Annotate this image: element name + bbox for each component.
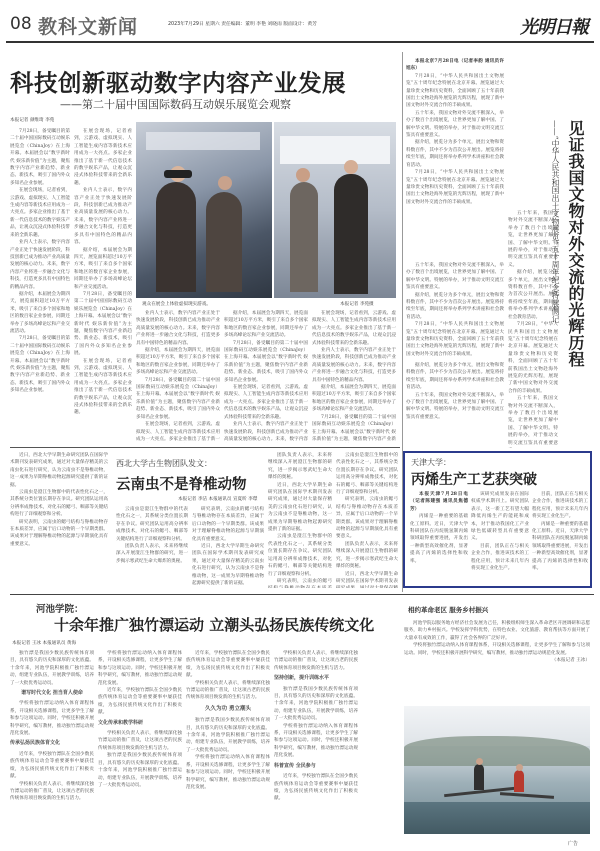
article5-sub4: 久久为功 勇立潮头 <box>205 705 251 712</box>
article1-photo-credit: 本报记者 李苑摄 <box>340 302 374 307</box>
article3-headline: 见证我国文物对外交流的光辉历程 <box>566 120 585 368</box>
article1-col5: 在展会现场，记者看到，云游戏、虚拟现实、人工智能生成内容等新技术应用成为一大亮点。多家企业推出了基于新一代信息技术的数字娱乐产品，让观众沉浸式体验科技带来的全新乐趣。 业内人士表示，数字内容产业正处于快速发展阶段，科技创新已成为推动产业高质量发展的核心动力。未来，数字内容产业将进一步融合文化与科技，打造更多具有中国特色的精品内容。 据介绍，本届展会为期四天，展览面积超过10万平方米，吸引了来自多个国家和地区的数百家企业参展，同期还举办了多场高峰论坛和产业交流活动。 7月28日，备受瞩目的第二十届中国国际数码互动娱乐展览会（ChinaJoy）在上海开幕。本届展会以“数字新时代 娱乐新价值”为主题，聚焦数字内容产业新 <box>312 311 396 442</box>
article1-photo-booth <box>274 122 396 298</box>
article5-sub2: 传承弘扬民族体育文化 <box>10 740 61 747</box>
article2-col2: 云南虫是澄江生物群中的代表性化石之一，其系统分类位置长期存在争议。研究团队运用高分辨率成像技术，对化石的鳃弓、咽部等关键结构进行了详细观察和分析。 团队负责人表示，未来将继续深入开展澄江生物群的研究，进一步揭示寒武纪生命大爆炸的奥秘。 <box>116 507 188 564</box>
page-number: 08 <box>10 14 32 34</box>
article2-byline: 本报记者 李洁 本报通讯员 宣夏昕 李璟 <box>178 497 258 502</box>
article5-col3: 近年来，学校独竹漂队在全国少数民族传统体育运动会等重要赛事中屡获佳绩，为弘扬民族传统文化作出了积极贡献。 学校相关负责人表示，将继续深化独竹漂运动的推广普及，让这项古老的民族传统体育项目焕发新的生机与活力。 久久为功 勇立潮头 独竹漂是我国少数民族传统体育项目，具有悠久的历史和深厚的文化底蕴。十余年来，河池学院积极推广独竹漂运动，组建专业队伍，开展教学训练，培养了一大批优秀运动员。 学校将独竹漂运动纳入体育课程体系，开设相关选修课程，让更多学生了解和参与这项运动。同时，学校还积极开展科学研究，编写教材，推动独竹漂运动规范化发展。 <box>186 651 270 790</box>
article3-col1: 本报北京7月28日电（记者李韵 通讯员许旭东） 7月28日，“中华人民共和国出土文物展览”五十周年纪念特展在北京开幕。展览通过大量珍贵文物和历史资料，全面回顾了五十年前我国出土文物赴海外展览的光辉历程，展现了新中国文物对外交流合作的丰硕成果。 五十年来，我国文物对外交流不断深入，举办了数百个出境展览，让世界更加了解中国、了解中华文明。特展的举办，对于推动文明交流互鉴具有重要意义。 据介绍，展览分为多个单元，展出文物和资料数百件，其中不少为首次公开展出。展览将持续至年底，期间还将举办系列学术讲座和社会教育活动。 7月28日，“中华人民共和国出土文物展览”五十周年纪念特展在北京开幕。展览通过大量珍贵文物和历史资料，全面回顾了五十年前我国出土文物赴海外展览的光辉历程，展现了新中国文物对外交流合作的丰硕成果。 <box>406 59 504 205</box>
article4-col1: 本报天津7月28日电（记者陈建强 通讯员焦德芳） 丙烯是一种重要的基础化工原料。近日，天津大学科研团队在丙烷脱氢制丙烯领域取得重要进展，开发出一种新型高效催化剂，显著提高了丙烯的选择性和收率。 <box>410 492 468 564</box>
article5-byline: 本报记者 王冰 本报通讯员 黄海 <box>12 641 77 646</box>
article1-headline: 科技创新驱动数字内容产业发展 <box>10 69 346 97</box>
masthead-logo: 光明日報 <box>520 17 588 38</box>
article1-col2: 在展会现场，记者看到，云游戏、虚拟现实、人工智能生成内容等新技术应用成为一大亮点。多家企业推出了基于新一代信息技术的数字娱乐产品，让观众沉浸式体验科技带来的全新乐趣。 业内人士表示，数字内容产业正处于快速发展阶段，科技创新已成为推动产业高质量发展的核心动力。未来，数字内容产业将进一步融合文化与科技，打造更多具有中国特色的精品内容。 据介绍，本届展会为期四天，展览面积超过10万平方米，吸引了来自多个国家和地区的数百家企业参展，同期还举办了多场高峰论坛和产业交流活动。 7月28日，备受瞩目的第二十届中国国际数码互动娱乐展览会（ChinaJoy）在上海开幕。本届展会以“数字新时代 娱乐新价值”为主题，聚焦数字内容产业新趋势、新业态、新技术，吸引了国内外众多知名企业参展。 在展会现场，记者看到，云游戏、虚拟现实、人工智能生成内容等新技术应用成为一大亮点。多家企业推出了基于新一代信息技术的数字娱乐产品，让观众沉浸式体验科技带来的全新乐趣。 <box>74 129 132 416</box>
article5-sub1: 谱写时代文化 担当育人使命 <box>21 690 83 697</box>
article2-headline: 云南虫不是脊椎动物 <box>116 476 247 493</box>
article1-col1: 7月28日，备受瞩目的第二十届中国国际数码互动娱乐展览会（ChinaJoy）在上海开幕。本届展会以“数字新时代 娱乐新价值”为主题，聚焦数字内容产业新趋势、新业态、新技术，吸引了国内外众多知名企业参展。 在展会现场，记者看到，云游戏、虚拟现实、人工智能生成内容等新技术应用成为一大亮点。多家企业推出了基于新一代信息技术的数字娱乐产品，让观众沉浸式体验科技带来的全新乐趣。 业内人士表示，数字内容产业正处于快速发展阶段，科技创新已成为推动产业高质量发展的核心动力。未来，数字内容产业将进一步融合文化与科技，打造更多具有中国特色的精品内容。 据介绍，本届展会为期四天，展览面积超过10万平方米，吸引了来自多个国家和地区的数百家企业参展，同期还举办了多场高峰论坛和产业交流活动。 7月28日，备受瞩目的第二十届中国国际数码互动娱乐展览会（ChinaJoy）在上海开幕。本届展会以“数字新时代 娱乐新价值”为主题，聚焦数字内容产业新趋势、新业态、新技术，吸引了国内外众多知名企业参展。 <box>10 129 70 394</box>
article2-col3: 研究表明，云南虫的鳃弓结构与脊椎动物存在本质差异，应属于后口动物的一个早期类群。该成果对于理解脊椎动物的起源与早期演化具有重要意义。 近日，西北大学早期生命研究团队在国际学术期刊发表研究成果，通过对大量保存精美的云南虫化石进行研究，认为云南虫不是脊椎动物，这一成果为早期脊椎动物起源研究提供了新的证据。 <box>192 507 264 587</box>
article5-sub5: 坚持创新，提升训练水平 <box>274 675 330 682</box>
article5-kicker: 河池学院： <box>36 604 84 615</box>
article5-col4: 学校相关负责人表示，将继续深化独竹漂运动的推广普及，让这项古老的民族传统体育项目焕发新的生机与活力。 坚持创新，提升训练水平 独竹漂是我国少数民族传统体育项目，具有悠久的历史和深厚的文化底蕴。十余年来，河池学院积极推广独竹漂运动，组建专业队伍，开展教学训练，培养了一大批优秀运动员。 学校将独竹漂运动纳入体育课程体系，开设相关选修课程，让更多学生了解和参与这项运动。同时，学校还积极开展科学研究，编写教材，推动独竹漂运动规范化发展。 科普宣传 全民参与 近年来，学校独竹漂队在全国少数民族传统体育运动会等重要赛事中屡获佳绩，为弘扬民族传统文化作出了积极贡献。 <box>274 651 358 802</box>
article1-byline: 本报记者 颜维琦 李苑 <box>10 118 55 123</box>
article5-photo-bamboo-rafting <box>404 706 590 834</box>
article3-col3: 据介绍，展览分为多个单元，展出文物和资料数百件，其中不少为首次公开展出。展览将持续至年底，期间还将举办系列学术讲座和社会教育活动。 五十年来，我国文物对外交流不断深入，举办了数百个出境展览，让世界更加了解中国、了解中华文明。特展的举办，对于推动文明交流互鉴具有重要意义。 <box>406 363 504 420</box>
article2-kicker: 西北大学古生物团队发文： <box>116 459 212 468</box>
article4-kicker: 天津大学： <box>411 458 451 467</box>
article3-col2: 五十年来，我国文物对外交流不断深入，举办了数百个出境展览，让世界更加了解中国、了解中华文明。特展的举办，对于推动文明交流互鉴具有重要意义。 据介绍，展览分为多个单元，展出文物和资料数百件，其中不少为首次公开展出。展览将持续至年底，期间还将举办系列学术讲座和社会教育活动。 7月28日，“中华人民共和国出土文物展览”五十周年纪念特展在北京开幕。展览通过大量珍贵文物和历史资料，全面回顾了五十年前我国出土文物赴海外展览的光辉历程，展现了新中国文物对外交流合作的丰硕成果。 <box>406 263 504 357</box>
article1-subhead: ——第二十届中国国际数码互动娱乐展览会观察 <box>60 98 291 111</box>
article1-photo-exhibition <box>136 122 272 298</box>
issue-info: 2023年7月29日 星期六 责任编辑：董明 李艳 刘晓雨 版面设计：黄芳 <box>168 22 317 27</box>
article4-col3: 目前，团队正在与相关企业合作，推进该技术的工程化应用，预计未来几年内将实现工业化生产。 丙烯是一种重要的基础化工原料。近日，天津大学科研团队在丙烷脱氢制丙烯领域取得重要进展，开发出一种新型高效催化剂，显著提高了丙烯的选择性和收率。 <box>532 492 588 572</box>
article5-side-byline: （本报记者 王冰） <box>551 658 590 664</box>
article5-sub6: 科普宣传 全民参与 <box>274 762 316 769</box>
article4-box <box>403 451 592 588</box>
article5-col2: 学校将独竹漂运动纳入体育课程体系，开设相关选修课程，让更多学生了解和参与这项运动。同时，学校还积极开展科学研究，编写教材，推动独竹漂运动规范化发展。 近年来，学校独竹漂队在全国少数民族传统体育运动会等重要赛事中屡获佳绩，为弘扬民族传统文化作出了积极贡献。 文化传承和教学科研 学校相关负责人表示，将继续深化独竹漂运动的推广普及，让这项古老的民族传统体育项目焕发新的生机与活力。 独竹漂是我国少数民族传统体育项目，具有悠久的历史和深厚的文化底蕴。十余年来，河池学院积极推广独竹漂运动，组建专业队伍，开展教学训练，培养了一大批优秀运动员。 <box>98 651 182 788</box>
article1-col4: 据介绍，本届展会为期四天，展览面积超过10万平方米，吸引了来自多个国家和地区的数百家企业参展，同期还举办了多场高峰论坛和产业交流活动。 7月28日，备受瞩目的第二十届中国国际数码互动娱乐展览会（ChinaJoy）在上海开幕。本届展会以“数字新时代 娱乐新价值”为主题，聚焦数字内容产业新趋势、新业态、新技术，吸引了国内外众多知名企业参展。 在展会现场，记者看到，云游戏、虚拟现实、人工智能生成内容等新技术应用成为一大亮点。多家企业推出了基于新一代信息技术的数字娱乐产品，让观众沉浸式体验科技带来的全新乐趣。 业内人士表示，数字内容产业正处于快速发展阶段，科技创新已成为推动产业高质量发展的核心动力。未来，数字内容 <box>224 311 308 442</box>
section-title: 教科文新闻 <box>38 16 139 38</box>
page-header <box>6 6 594 42</box>
article5-sub3: 文化传承和教学科研 <box>98 719 144 726</box>
article4-col2: 该研究成果发表在国际权威学术期刊上。研究团队表示，这一新工艺有望大幅降低丙烯生产的能耗和成本，对于推动我国化工产业绿色低碳转型具有重要意义。 目前，团队正在与相关企业合作，推进该技术的工程化应用，预计未来几年内将实现工业化生产。 <box>471 492 529 572</box>
article3-col4: 五十年来，我国文物对外交流不断深入，举办了数百个出境展览，让世界更加了解中国、了解中华文明。特展的举办，对于推动文明交流互鉴具有重要意义。 据介绍，展览分为多个单元，展出文物和资料数百件，其中不少为首次公开展出。展览将持续至年底，期间还将举办系列学术讲座和社会教育活动。 7月28日，“中华人民共和国出土文物展览”五十周年纪念特展在北京开幕。展览通过大量珍贵文物和历史资料，全面回顾了五十年前我国出土文物赴海外展览的光辉历程，展现了新中国文物对外交流合作的丰硕成果。 五十年来，我国文物对外交流不断深入，举办了数百个出境展览，让世界更加了解中国、了解中华文明。特展的举办，对于推动文明交流互鉴具有重要意 <box>508 211 558 446</box>
article5-col1: 独竹漂是我国少数民族传统体育项目，具有悠久的历史和深厚的文化底蕴。十余年来，河池学院积极推广独竹漂运动，组建专业队伍，开展教学训练，培养了一大批优秀运动员。 谱写时代文化 担当育人使命 学校将独竹漂运动纳入体育课程体系，开设相关选修课程，让更多学生了解和参与这项运动。同时，学校还积极开展科学研究，编写教材，推动独竹漂运动规范化发展。 传承弘扬民族体育文化 近年来，学校独竹漂队在全国少数民族传统体育运动会等重要赛事中屡获佳绩，为弘扬民族传统文化作出了积极贡献。 学校相关负责人表示，将继续深化独竹漂运动的推广普及，让这项古老的民族传统体育项目焕发新的生机与活力。 <box>10 651 94 802</box>
article5-side-text: 河池学院以服务地方经济社会发展为己任，积极组织师生深入革命老区开展调研和志愿服务，助力乡村振兴。学校发挥学科优势，在特色农业、文化旅游、教育帮扶等方面开展了大量卓有成效的工作，赢得了社会各界的广泛好评。 学校将独竹漂运动纳入体育课程体系，开设相关选修课程，让更多学生了解和参与这项运动。同时，学校还积极开展科学研究，编写教材，推动独竹漂运动规范化发展。 （本报记者 王冰） <box>404 621 590 664</box>
article2-col5: 云南虫是澄江生物群中的代表性化石之一，其系统分类位置长期存在争议。研究团队运用高分辨率成像技术，对化石的鳃弓、咽部等关键结构进行了详细观察和分析。 研究表明，云南虫的鳃弓结构与脊椎动物存在本质差异，应属于后口动物的一个早期类群。该成果对于理解脊椎动物的起源与早期演化具有重要意义。 团队负责人表示，未来将继续深入开展澄江生物群的研究，进一步揭示寒武纪生命大爆炸的奥秘。 近日，西北大学早期生命研究团队在国际学术期刊发表 <box>336 453 398 584</box>
article2-col4: 团队负责人表示，未来将继续深入开展澄江生物群的研究，进一步揭示寒武纪生命大爆炸的奥秘。 近日，西北大学早期生命研究团队在国际学术期刊发表研究成果，通过对大量保存精美的云南虫化石进行研究，认为云南虫不是脊椎动物，这一成果为早期脊椎动物起源研究提供了新的证据。 云南虫是澄江生物群中的代表性化石之一，其系统分类位置长期存在争议。研究团队运用高分辨率成像技术，对化石的鳃弓、咽部等关键结构进行了详细观察和分析。 研究表明，云南虫的鳃弓 <box>268 453 332 584</box>
article1-photo-caption: 观众在展会上体验虚拟现实游戏。 <box>142 302 211 307</box>
article5-side-title: 相约革命老区 服务乡村振兴 <box>408 606 489 614</box>
article5-headline: 十余年推广独竹漂运动 立潮头弘扬民族传统文化 <box>54 616 375 634</box>
article3-subhead: ——“中华人民共和国出土文物展览”五十周年纪念特展侧记 <box>551 120 560 323</box>
header-rule <box>6 41 594 43</box>
footer-ad-label: 广告 <box>568 841 579 847</box>
article2-lead-col1: 近日，西北大学早期生命研究团队在国际学术期刊发表研究成果，通过对大量保存精美的云南虫化石进行研究，认为云南虫不是脊椎动物，这一成果为早期脊椎动物起源研究提供了新的证据。 云南虫是澄江生物群中的代表性化石之一，其系统分类位置长期存在争议。研究团队运用高分辨率成像技术，对化石的鳃弓、咽部等关键结构进行了详细观察和分析。 研究表明，云南虫的鳃弓结构与脊椎动物存在本质差异，应属于后口动物的一个早期类群。该成果对于理解脊椎动物的起源与早期演化具有重要意义。 <box>10 453 108 547</box>
article1-bottom-rule <box>10 447 400 448</box>
article1-col3: 业内人士表示，数字内容产业正处于快速发展阶段，科技创新已成为推动产业高质量发展的核心动力。未来，数字内容产业将进一步融合文化与科技，打造更多具有中国特色的精品内容。 据介绍，本届展会为期四天，展览面积超过10万平方米，吸引了来自多个国家和地区的数百家企业参展，同期还举办了多场高峰论坛和产业交流活动。 7月28日，备受瞩目的第二十届中国国际数码互动娱乐展览会（ChinaJoy）在上海开幕。本届展会以“数字新时代 娱乐新价值”为主题，聚焦数字内容产业新趋势、新业态、新技术，吸引了国内外众多知名企业参展。 在展会现场，记者看到，云游戏、虚拟现实、人工智能生成内容等新技术应用成为一大亮点。多家企业推出了基于新一 <box>136 311 220 442</box>
article5-top-rule <box>10 594 594 595</box>
article4-headline: 丙烯生产工艺获突破 <box>411 472 537 488</box>
